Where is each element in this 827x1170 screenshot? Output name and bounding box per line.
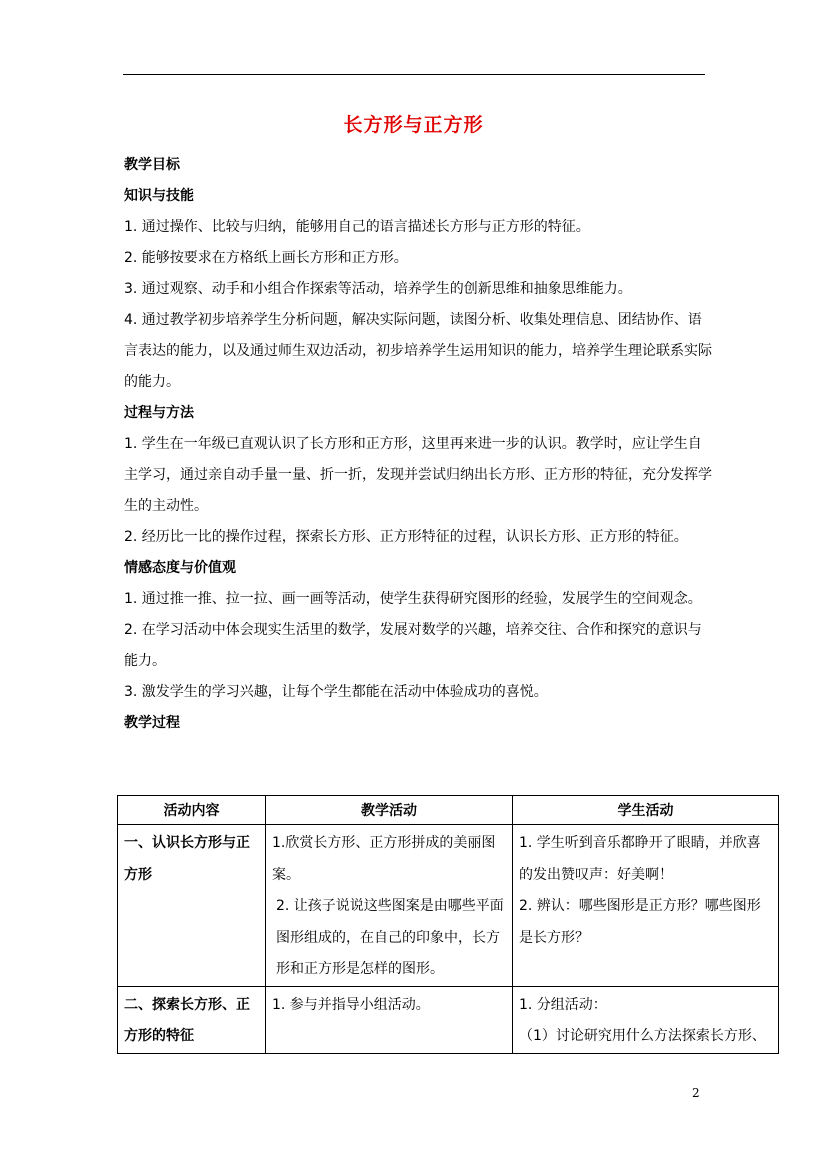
table-header-cell: 活动内容 <box>118 796 266 825</box>
teacher-activity-cell <box>266 986 513 1053</box>
table-header-row <box>118 796 779 825</box>
emotion-item: 3. 激发学生的学习兴趣，让每个学生都能在活动中体验成功的喜悦。 <box>124 684 548 700</box>
teacher-activity-line: 1. 参与并指导小组活动。 <box>272 996 430 1013</box>
goals-heading: 教学目标 <box>124 157 180 173</box>
student-activity-cell <box>513 986 779 1053</box>
knowledge-item: 1. 通过操作、比较与归纳，能够用自己的语言描述长方形与正方形的特征。 <box>124 219 590 235</box>
knowledge-item: 4. 通过教学初步培养学生分析问题，解决实际问题，读图分析、收集处理信息、团结协作、语言表达的能力，以及通过师生双边活动，初步培养学生运用知识的能力，培养学生理论联系实际的能力。 <box>124 312 712 390</box>
knowledge-item: 3. 通过观察、动手和小组合作探索等活动，培养学生的创新思维和抽象思维能力。 <box>124 281 632 297</box>
activity-cell: 二、探索长方形、正方形的特征 <box>118 986 266 1053</box>
student-activity-line: 1. 学生听到音乐都睁开了眼睛，并欣喜的发出赞叹声：好美啊！ <box>519 835 761 883</box>
student-activity-line: 2. 辨认：哪些图形是正方形？哪些图形是长方形？ <box>519 898 761 946</box>
table-header-cell: 学生活动 <box>513 796 779 825</box>
process-item: 1. 学生在一年级已直观认识了长方形和正方形，这里再来进一步的认识。教学时，应让学生自主学习，通过亲自动手量一量、折一折，发现并尝试归纳出长方形、正方形的特征，充分发挥学生的主动性。 <box>124 436 712 514</box>
teaching-process-heading: 教学过程 <box>124 715 180 731</box>
table-row <box>118 986 779 1053</box>
header-rule <box>123 74 705 75</box>
knowledge-heading: 知识与技能 <box>124 188 194 204</box>
page-number: 2 <box>692 1086 700 1100</box>
knowledge-item: 2. 能够按要求在方格纸上画长方形和正方形。 <box>124 250 408 266</box>
teacher-activity-line: 1.欣赏长方形、正方形拼成的美丽图案。 <box>272 835 496 883</box>
emotion-item: 1. 通过推一推、拉一拉、画一画等活动，使学生获得研究图形的经验，发展学生的空间观念。 <box>124 591 702 607</box>
emotion-heading: 情感态度与价值观 <box>124 560 236 576</box>
student-activity-line: 1. 分组活动： <box>519 996 607 1013</box>
table-header-cell: 教学活动 <box>266 796 513 825</box>
activity-cell: 一、认识长方形与正方形 <box>118 825 266 987</box>
teacher-activity-line: 2. 让孩子说说这些图案是由哪些平面图形组成的，在自己的印象中，长方形和正方形是怎样的图形。 <box>276 898 504 977</box>
teacher-activity-cell <box>266 825 513 987</box>
student-activity-cell <box>513 825 779 987</box>
table-row <box>118 825 779 987</box>
process-heading: 过程与方法 <box>124 405 194 421</box>
process-item: 2. 经历比一比的操作过程，探索长方形、正方形特征的过程，认识长方形、正方形的特征。 <box>124 529 688 545</box>
emotion-item: 2. 在学习活动中体会现实生活里的数学，发展对数学的兴趣，培养交往、合作和探究的意识与能力。 <box>124 622 702 669</box>
student-activity-line: （1）讨论研究用什么方法探索长方形、 <box>519 1028 766 1044</box>
lesson-table <box>117 795 779 1054</box>
document-body <box>124 150 714 739</box>
document-title: 长方形与正方形 <box>343 114 484 136</box>
